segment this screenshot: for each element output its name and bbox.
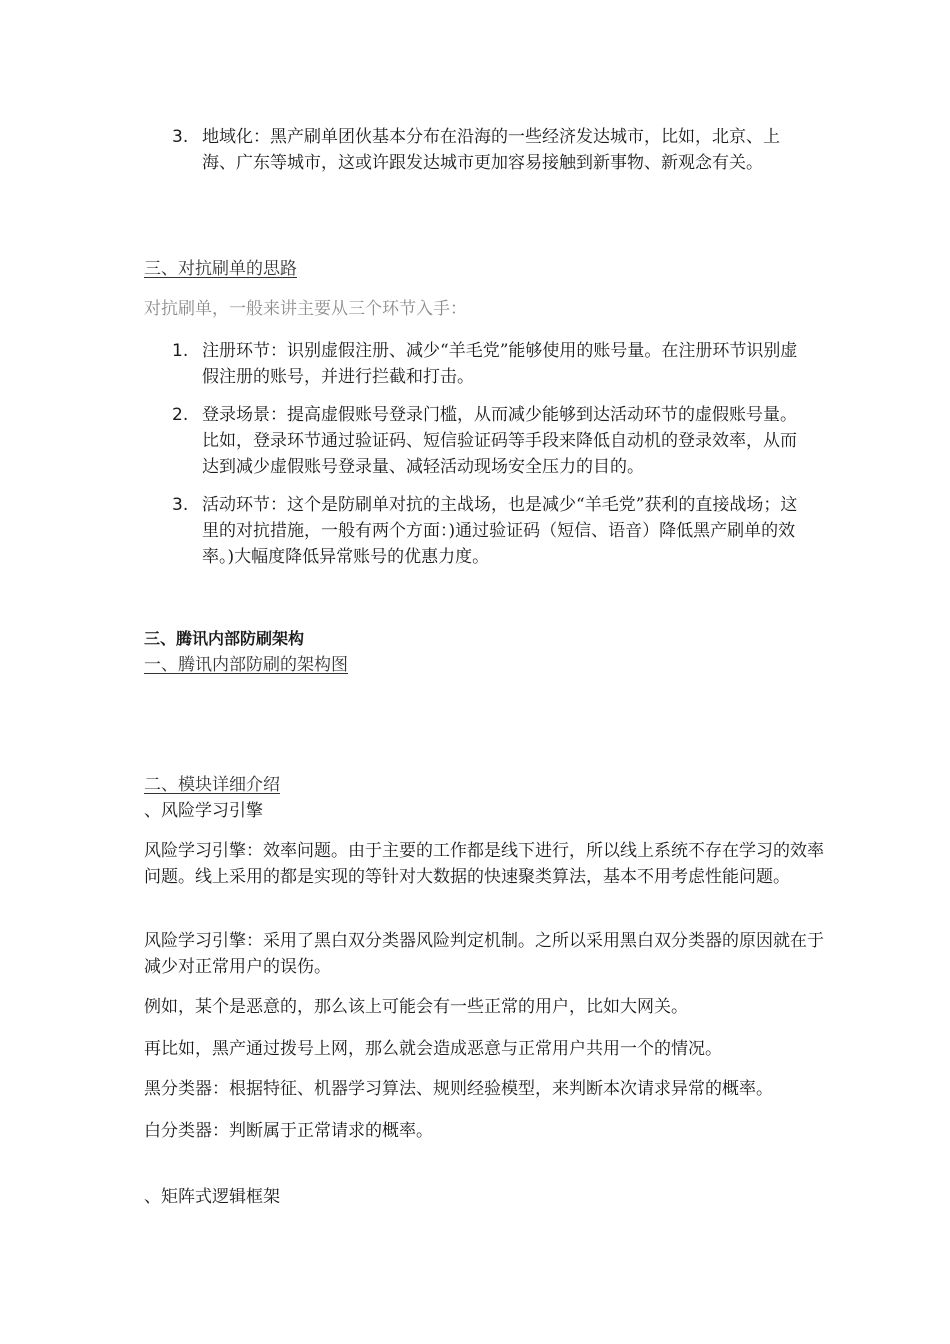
list-item-register xyxy=(172,338,812,390)
paragraph-white-classifier: 白分类器：判断属于正常请求的概率。 xyxy=(144,1121,433,1141)
list-item-region xyxy=(172,124,812,176)
section-heading-counter: 三、对抗刷单的思路 xyxy=(144,259,297,279)
list-number: 1. xyxy=(172,341,189,361)
paragraph-efficiency: 风险学习引擎：效率问题。由于主要的工作都是线下进行，所以线上系统不存在学习的效率问题。线上采用的都是实现的等针对大数据的快速聚类算法，基本不用考虑性能问题。 xyxy=(144,841,824,887)
list-text: 登录场景：提高虚假账号登录门槛，从而减少能够到达活动环节的虚假账号量。比如，登录环节通过验证码、短信验证码等手段来降低自动机的登录效率，从而达到减少虚假账号登录量、减轻活动现场安全压力的目的。 xyxy=(202,405,797,477)
module-title-matrix: 、矩阵式逻辑框架 xyxy=(144,1187,280,1207)
list-number: 3. xyxy=(172,127,189,147)
paragraph-black-classifier: 黑分类器：根据特征、机器学习算法、规则经验模型，来判断本次请求异常的概率。 xyxy=(144,1079,773,1099)
module-title-risk-engine: 、风险学习引擎 xyxy=(144,801,263,821)
list-item-login xyxy=(172,402,812,480)
subheading-architecture: 一、腾讯内部防刷的架构图 xyxy=(144,655,348,675)
list-number: 3. xyxy=(172,495,189,515)
list-text: 注册环节：识别虚假注册、减少“羊毛党”能够使用的账号量。在注册环节识别虚假注册的账号，并进行拦截和打击。 xyxy=(202,341,798,387)
paragraph-classifier: 风险学习引擎：采用了黑白双分类器风险判定机制。之所以采用黑白双分类器的原因就在于减少对正常用户的误伤。 xyxy=(144,931,824,977)
list-text: 活动环节：这个是防刷单对抗的主战场，也是减少“羊毛党”获利的直接战场；这里的对抗措施，一般有两个方面：)通过验证码（短信、语音）降低黑产刷单的效率。)大幅度降低异常账号的优惠力度。 xyxy=(202,495,798,567)
list-text: 地域化：黑产刷单团伙基本分布在沿海的一些经济发达城市，比如，北京、上海、广东等城市，这或许跟发达城市更加容易接触到新事物、新观念有关。 xyxy=(202,127,780,173)
subheading-modules: 二、模块详细介绍 xyxy=(144,775,280,795)
paragraph-example: 例如，某个是恶意的，那么该上可能会有一些正常的用户，比如大网关。 xyxy=(144,997,688,1017)
list-item-activity xyxy=(172,492,812,570)
paragraph-dialup: 再比如，黑产通过拨号上网，那么就会造成恶意与正常用户共用一个的情况。 xyxy=(144,1039,722,1059)
intro-paragraph: 对抗刷单，一般来讲主要从三个环节入手： xyxy=(144,299,467,319)
list-number: 2. xyxy=(172,405,189,425)
section-heading-tencent: 三、腾讯内部防刷架构 xyxy=(144,629,305,648)
